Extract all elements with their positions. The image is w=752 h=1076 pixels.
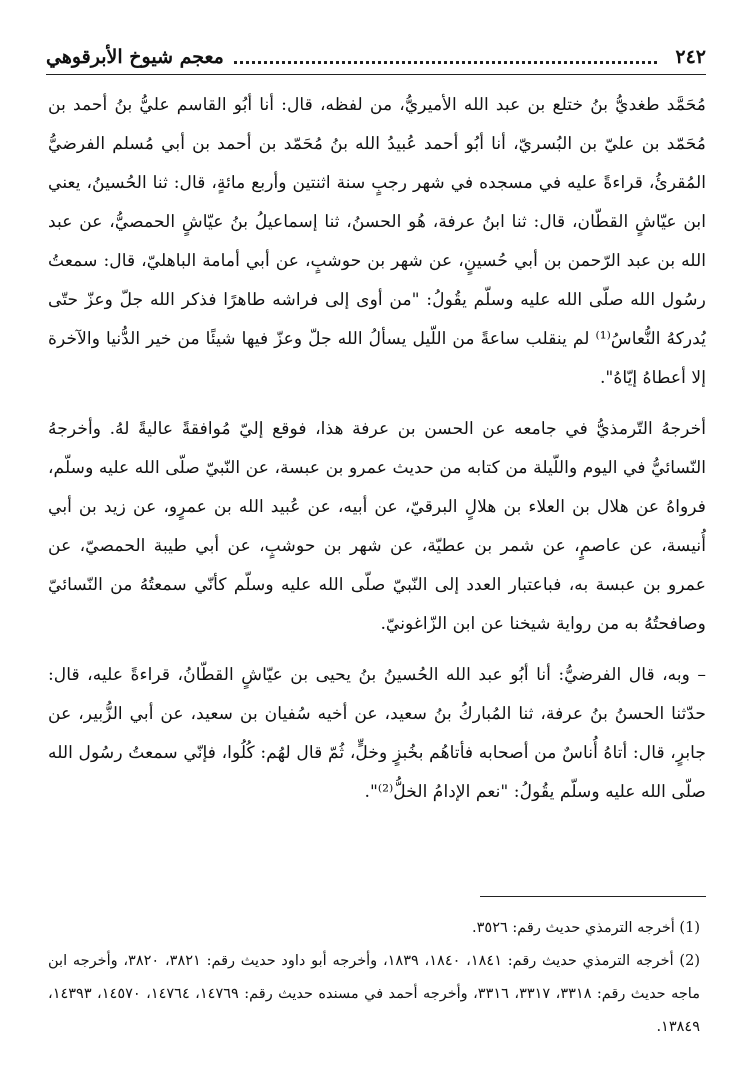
paragraph-hadith-vinegar: – وبه، قال الفرضيُّ: أنا أبُو عبد الله الحُسينُ بنُ يحيى بن عيّاشٍ القطّانُ، قراءةً عليه، قال: حدّثنا الحسنُ بنُ عرفة، ثنا المُباركُ بنُ سعيد، عن أخيه سُفيان بن سعيد، عن أبي الزُّبير، عن جابرٍ، قال: أتاهُ أُناسٌ من أصحابه فأتاهُم بخُبزٍ وخلٍّ، ثُمّ قال لهُم: كُلُوا، فإنّي سمعتُ رسُول الله صلّى الله عليه وسلّم يقُولُ: "نعم الإدامُ الخلُّ⁽²⁾". xyxy=(48,665,706,802)
paragraph-takhrij: أخرجهُ التّرمذيُّ في جامعه عن الحسن بن عرفة هذا، فوقع إليّ مُوافقةً عاليةً لهُ. وأخرجهُ النّسائيُّ في اليوم واللّيلة من كتابه من حديث عمرو بن عبسة، عن النّبيّ صلّى الله عليه وسلّم، فرواهُ عن هلال بن العلاء بن هلالٍ البرقيّ، عن أبيه، عن عُبيد الله بن عمرٍو، عن زيد بن أبي أُنيسة، عن عاصمٍ، عن شمر بن عطيّة، عن شهر بن حوشبٍ، عن أبي طيبة الحمصيّ، عن عمرو بن عبسة به، فباعتبار العدد إلى النّبيّ صلّى الله عليه وسلّم كأنّي سمعتُهُ من النّسائيّ وصافحتُهُ به من رواية شيخنا عن ابن الزّاغونيّ. xyxy=(48,419,706,634)
footnote-2: (2) أخرجه الترمذي حديث رقم: ١٨٤١، ١٨٤٠، ١٨٣٩، وأخرجه أبو داود حديث رقم: ٣٨٢١، ٣٨٢٠، وأخرجه ابن ماجه حديث رقم: ٣٣١٨، ٣٣١٧، ٣٣١٦، وأخرجه أحمد في مسنده حديث رقم: ١٤٧٦٩، ١٤٧٦٤، ١٤٥٧٠، ١٤٣٩٣، ١٣٨٤٩. xyxy=(48,953,700,1035)
running-header xyxy=(46,40,706,75)
footnote-separator xyxy=(480,896,706,897)
footnote-1: (1) أخرجه الترمذي حديث رقم: ٣٥٢٦. xyxy=(472,920,700,936)
paragraph-isnad: مُحَمَّد طغديُّ بنُ ختلع بن عبد الله الأميريُّ، من لفظه، قال: أنا أبُو القاسم عليُّ بنُ أحمد بن مُحَمّد بن عليّ بن البُسريّ، أنا أبُو أحمد عُبيدُ الله بنُ مُحَمّد بن أحمد بن أبي مُسلم الفرضيُّ المُقرئُ، قراءةً عليه في مسجده في شهر رجبٍ سنة اثنتين وأربع مائةٍ، قال: ثنا الحُسينُ، يعني ابن عيّاشٍ القطّان، قال: ثنا ابنُ عرفة، هُو الحسنُ، ثنا إسماعيلُ بنُ عيّاشٍ الحمصيُّ، عن عبد الله بن عبد الرّحمن بن أبي حُسينٍ، عن شهر بن حوشبٍ، عن أبي أمامة الباهليّ، قال: سمعتُ رسُول الله صلّى الله عليه وسلّم يقُولُ: "من أوى إلى فراشه طاهرًا فذكر الله جلّ وعزّ حتّى يُدركهُ النُّعاسُ⁽¹⁾ لم ينقلب ساعةً من اللّيل يسألُ الله جلّ وعزّ فيها شيئًا من خير الدُّنيا والآخرة إلا أعطاهُ إيّاهُ". xyxy=(48,95,706,388)
footnotes xyxy=(48,912,700,1044)
main-text xyxy=(48,86,706,824)
book-title: معجم شيوخ الأبرقوهي xyxy=(46,46,224,68)
leader-dots xyxy=(234,51,658,64)
page-number: ٢٤٢ xyxy=(675,46,706,68)
